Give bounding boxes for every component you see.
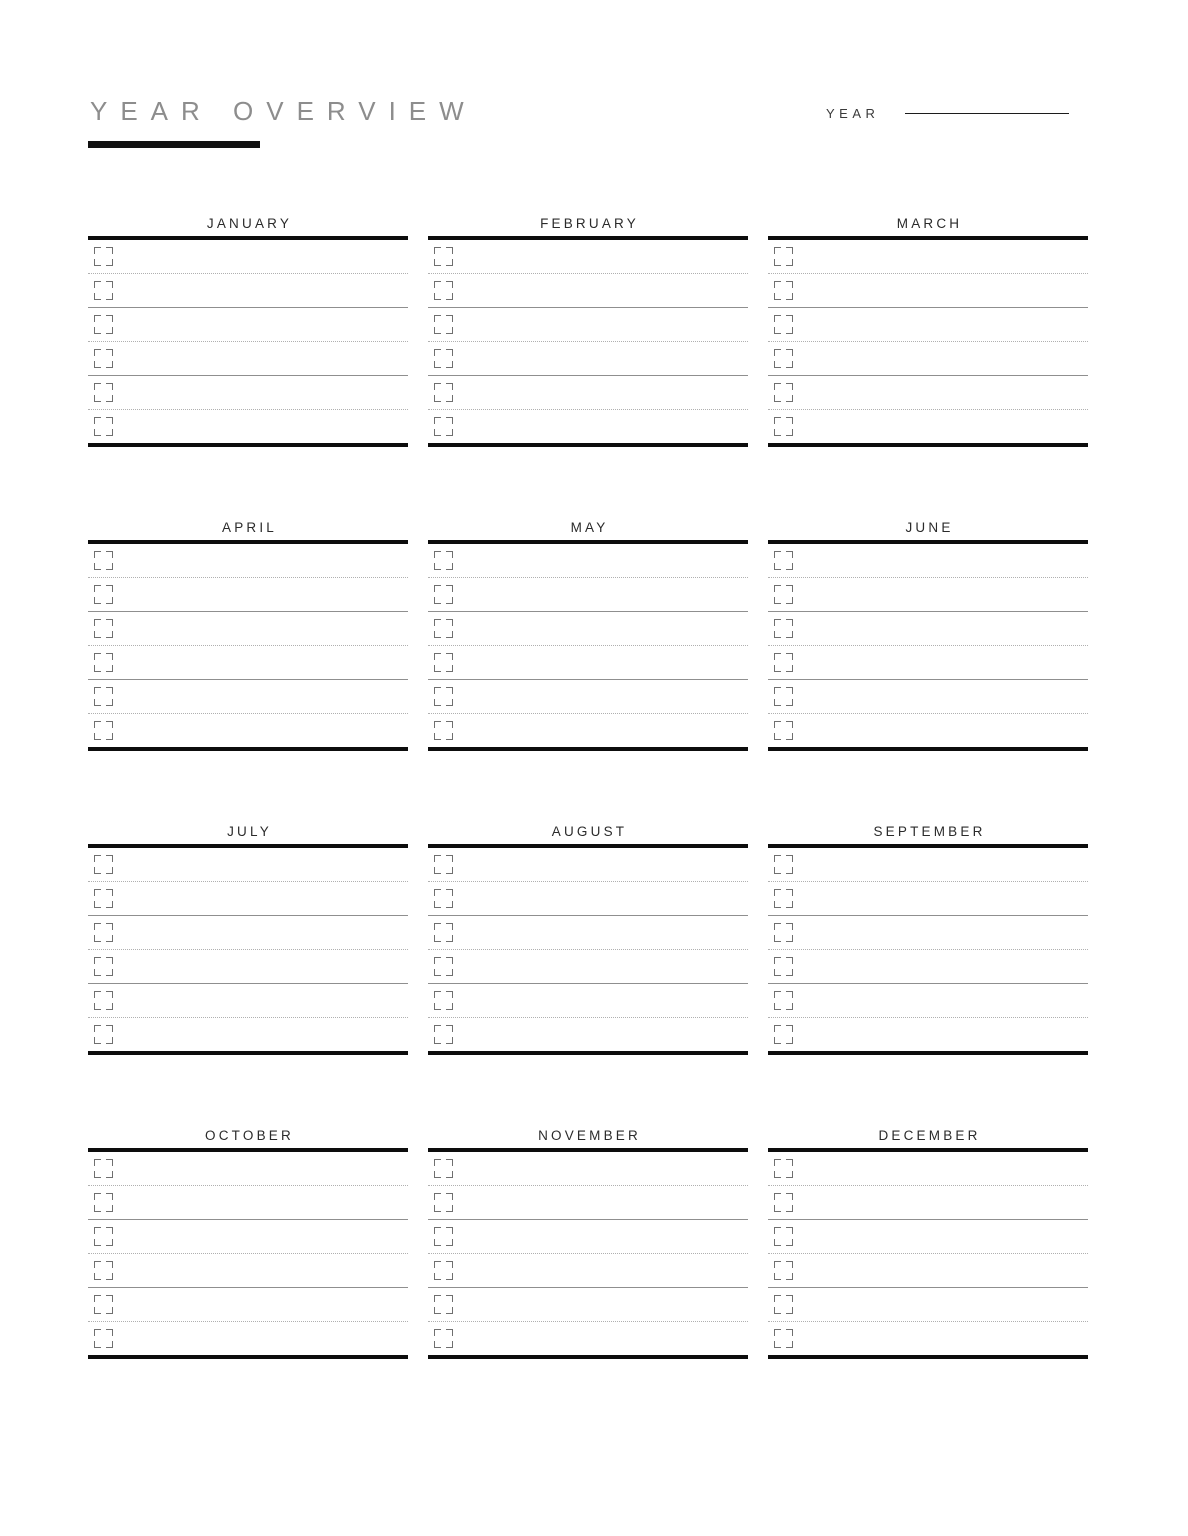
checkbox-icon[interactable] (94, 855, 113, 874)
entry-write-area[interactable] (460, 612, 748, 645)
entry-write-area[interactable] (120, 376, 408, 409)
year-input-line[interactable] (905, 113, 1069, 114)
month-bottom-rule (768, 747, 1088, 751)
month-entry-row (428, 714, 748, 747)
month-entry-row (428, 544, 748, 577)
checkbox-icon[interactable] (774, 889, 793, 908)
month-entry-row (88, 1186, 408, 1219)
checkbox-icon[interactable] (774, 1025, 793, 1044)
checkbox-icon[interactable] (434, 1193, 453, 1212)
entry-write-area[interactable] (460, 1186, 748, 1219)
entry-write-area[interactable] (120, 578, 408, 611)
month-bottom-rule (768, 443, 1088, 447)
month-bottom-rule (428, 747, 748, 751)
month-entry-row (88, 984, 408, 1017)
entry-write-area[interactable] (800, 848, 1088, 881)
month-entry-row (428, 1186, 748, 1219)
month-title: NOVEMBER (538, 1128, 641, 1143)
checkbox-icon[interactable] (434, 1295, 453, 1314)
entry-write-area[interactable] (460, 714, 748, 747)
month-entry-row (88, 342, 408, 375)
month-bottom-rule (768, 1051, 1088, 1055)
month-bottom-rule (428, 1051, 748, 1055)
month-entry-row (428, 1322, 748, 1355)
month-entry-row (768, 308, 1088, 341)
month-block (768, 1124, 1088, 1428)
month-entry-row (768, 578, 1088, 611)
entry-write-area[interactable] (120, 342, 408, 375)
checkbox-icon[interactable] (94, 957, 113, 976)
month-entry-row (768, 1254, 1088, 1287)
month-entry-row (88, 1288, 408, 1321)
month-entry-row (768, 240, 1088, 273)
entry-write-area[interactable] (800, 950, 1088, 983)
entry-write-area[interactable] (120, 544, 408, 577)
entry-write-area[interactable] (120, 680, 408, 713)
month-rows (768, 1152, 1088, 1355)
month-entry-row (428, 1152, 748, 1185)
month-entry-row (428, 376, 748, 409)
checkbox-icon[interactable] (774, 281, 793, 300)
month-entry-row (428, 578, 748, 611)
entry-write-area[interactable] (120, 1220, 408, 1253)
checkbox-icon[interactable] (774, 923, 793, 942)
month-title: MARCH (896, 216, 963, 231)
entry-write-area[interactable] (460, 916, 748, 949)
month-bottom-rule (88, 1355, 408, 1359)
checkbox-icon[interactable] (434, 247, 453, 266)
entry-write-area[interactable] (120, 410, 408, 443)
entry-write-area[interactable] (460, 1254, 748, 1287)
month-block (768, 516, 1088, 820)
entry-write-area[interactable] (460, 848, 748, 881)
month-bottom-rule (88, 747, 408, 751)
month-title: JUNE (905, 520, 954, 535)
checkbox-icon[interactable] (94, 991, 113, 1010)
month-grid (88, 212, 1088, 1428)
entry-write-area[interactable] (460, 1220, 748, 1253)
month-entry-row (88, 848, 408, 881)
month-block (428, 1124, 748, 1428)
month-rows (88, 848, 408, 1051)
entry-write-area[interactable] (120, 1152, 408, 1185)
month-entry-row (428, 882, 748, 915)
checkbox-icon[interactable] (94, 653, 113, 672)
entry-write-area[interactable] (460, 578, 748, 611)
month-entry-row (88, 1018, 408, 1051)
month-title: APRIL (221, 520, 278, 535)
entry-write-area[interactable] (460, 544, 748, 577)
month-entry-row (768, 1288, 1088, 1321)
entry-write-area[interactable] (120, 916, 408, 949)
month-block (88, 212, 408, 516)
month-entry-row (768, 1186, 1088, 1219)
entry-write-area[interactable] (800, 544, 1088, 577)
month-rows (88, 544, 408, 747)
month-entry-row (88, 1152, 408, 1185)
entry-write-area[interactable] (120, 1254, 408, 1287)
month-entry-row (768, 410, 1088, 443)
checkbox-icon[interactable] (94, 1227, 113, 1246)
entry-write-area[interactable] (460, 240, 748, 273)
checkbox-icon[interactable] (434, 687, 453, 706)
month-block (768, 212, 1088, 516)
month-block (88, 820, 408, 1124)
month-title: DECEMBER (878, 1128, 981, 1143)
month-bottom-rule (428, 443, 748, 447)
month-entry-row (768, 848, 1088, 881)
month-entry-row (88, 578, 408, 611)
month-block (88, 516, 408, 820)
checkbox-icon[interactable] (774, 619, 793, 638)
entry-write-area[interactable] (460, 1152, 748, 1185)
entry-write-area[interactable] (460, 646, 748, 679)
entry-write-area[interactable] (800, 1220, 1088, 1253)
entry-write-area[interactable] (120, 714, 408, 747)
checkbox-icon[interactable] (774, 991, 793, 1010)
checkbox-icon[interactable] (94, 1329, 113, 1348)
entry-write-area[interactable] (800, 1018, 1088, 1051)
checkbox-icon[interactable] (434, 383, 453, 402)
entry-write-area[interactable] (800, 882, 1088, 915)
month-rows (768, 240, 1088, 443)
checkbox-icon[interactable] (434, 1261, 453, 1280)
month-entry-row (88, 612, 408, 645)
month-entry-row (88, 1322, 408, 1355)
month-block (428, 212, 748, 516)
month-title: JULY (227, 824, 272, 839)
month-bottom-rule (88, 443, 408, 447)
month-entry-row (88, 916, 408, 949)
entry-write-area[interactable] (800, 1322, 1088, 1355)
entry-write-area[interactable] (120, 950, 408, 983)
checkbox-icon[interactable] (774, 551, 793, 570)
entry-write-area[interactable] (120, 882, 408, 915)
entry-write-area[interactable] (120, 612, 408, 645)
entry-write-area[interactable] (120, 848, 408, 881)
checkbox-icon[interactable] (94, 889, 113, 908)
month-entry-row (428, 950, 748, 983)
entry-write-area[interactable] (460, 274, 748, 307)
month-entry-row (88, 950, 408, 983)
month-entry-row (428, 612, 748, 645)
entry-write-area[interactable] (460, 950, 748, 983)
month-entry-row (768, 1018, 1088, 1051)
month-entry-row (768, 376, 1088, 409)
month-entry-row (768, 714, 1088, 747)
month-entry-row (88, 1220, 408, 1253)
checkbox-icon[interactable] (434, 991, 453, 1010)
entry-write-area[interactable] (460, 1288, 748, 1321)
checkbox-icon[interactable] (434, 551, 453, 570)
entry-write-area[interactable] (800, 578, 1088, 611)
month-rows (88, 240, 408, 443)
checkbox-icon[interactable] (774, 417, 793, 436)
entry-write-area[interactable] (800, 680, 1088, 713)
month-title: FEBRUARY (540, 216, 639, 231)
month-entry-row (88, 410, 408, 443)
entry-write-area[interactable] (460, 984, 748, 1017)
checkbox-icon[interactable] (434, 349, 453, 368)
month-entry-row (428, 410, 748, 443)
month-entry-row (428, 680, 748, 713)
checkbox-icon[interactable] (434, 1159, 453, 1178)
entry-write-area[interactable] (460, 882, 748, 915)
month-entry-row (768, 1220, 1088, 1253)
checkbox-icon[interactable] (94, 247, 113, 266)
title-underline-rule (88, 141, 260, 148)
checkbox-icon[interactable] (94, 1159, 113, 1178)
entry-write-area[interactable] (120, 1018, 408, 1051)
checkbox-icon[interactable] (774, 721, 793, 740)
entry-write-area[interactable] (460, 342, 748, 375)
month-entry-row (768, 950, 1088, 983)
checkbox-icon[interactable] (434, 417, 453, 436)
month-bottom-rule (88, 1051, 408, 1055)
checkbox-icon[interactable] (434, 957, 453, 976)
entry-write-area[interactable] (800, 308, 1088, 341)
month-entry-row (768, 544, 1088, 577)
checkbox-icon[interactable] (434, 653, 453, 672)
entry-write-area[interactable] (800, 714, 1088, 747)
month-title: JANUARY (206, 216, 293, 231)
checkbox-icon[interactable] (774, 1227, 793, 1246)
month-entry-row (428, 646, 748, 679)
page-title: YEAR OVERVIEW (90, 96, 477, 126)
checkbox-icon[interactable] (774, 383, 793, 402)
checkbox-icon[interactable] (434, 889, 453, 908)
month-block (428, 516, 748, 820)
entry-write-area[interactable] (800, 376, 1088, 409)
checkbox-icon[interactable] (774, 1295, 793, 1314)
month-entry-row (428, 1220, 748, 1253)
entry-write-area[interactable] (800, 410, 1088, 443)
checkbox-icon[interactable] (774, 855, 793, 874)
checkbox-icon[interactable] (434, 923, 453, 942)
year-label: YEAR (826, 106, 880, 121)
entry-write-area[interactable] (120, 1288, 408, 1321)
checkbox-icon[interactable] (774, 1261, 793, 1280)
month-entry-row (428, 274, 748, 307)
month-entry-row (428, 1254, 748, 1287)
entry-write-area[interactable] (460, 1018, 748, 1051)
entry-write-area[interactable] (460, 376, 748, 409)
checkbox-icon[interactable] (434, 855, 453, 874)
checkbox-icon[interactable] (94, 687, 113, 706)
month-entry-row (428, 848, 748, 881)
entry-write-area[interactable] (460, 680, 748, 713)
checkbox-icon[interactable] (774, 653, 793, 672)
entry-write-area[interactable] (800, 984, 1088, 1017)
month-block (428, 820, 748, 1124)
checkbox-icon[interactable] (774, 1193, 793, 1212)
entry-write-area[interactable] (120, 646, 408, 679)
month-rows (428, 544, 748, 747)
month-bottom-rule (768, 1355, 1088, 1359)
entry-write-area[interactable] (800, 1254, 1088, 1287)
entry-write-area[interactable] (120, 1186, 408, 1219)
checkbox-icon[interactable] (434, 1227, 453, 1246)
month-entry-row (768, 680, 1088, 713)
entry-write-area[interactable] (120, 1322, 408, 1355)
entry-write-area[interactable] (460, 410, 748, 443)
entry-write-area[interactable] (800, 1288, 1088, 1321)
checkbox-icon[interactable] (94, 1193, 113, 1212)
entry-write-area[interactable] (800, 342, 1088, 375)
month-entry-row (428, 1018, 748, 1051)
month-entry-row (768, 916, 1088, 949)
checkbox-icon[interactable] (434, 585, 453, 604)
month-bottom-rule (428, 1355, 748, 1359)
entry-write-area[interactable] (800, 274, 1088, 307)
month-entry-row (88, 1254, 408, 1287)
month-entry-row (768, 1152, 1088, 1185)
entry-write-area[interactable] (120, 274, 408, 307)
entry-write-area[interactable] (120, 240, 408, 273)
month-entry-row (768, 612, 1088, 645)
month-entry-row (88, 544, 408, 577)
entry-write-area[interactable] (800, 916, 1088, 949)
month-entry-row (88, 308, 408, 341)
year-field-group (826, 106, 1069, 121)
entry-write-area[interactable] (460, 1322, 748, 1355)
entry-write-area[interactable] (120, 308, 408, 341)
checkbox-icon[interactable] (94, 721, 113, 740)
month-entry-row (768, 342, 1088, 375)
checkbox-icon[interactable] (434, 1025, 453, 1044)
entry-write-area[interactable] (120, 984, 408, 1017)
entry-write-area[interactable] (800, 1186, 1088, 1219)
checkbox-icon[interactable] (94, 585, 113, 604)
month-entry-row (428, 916, 748, 949)
entry-write-area[interactable] (800, 1152, 1088, 1185)
checkbox-icon[interactable] (94, 619, 113, 638)
month-title: AUGUST (551, 824, 628, 839)
entry-write-area[interactable] (800, 612, 1088, 645)
entry-write-area[interactable] (800, 240, 1088, 273)
checkbox-icon[interactable] (94, 315, 113, 334)
checkbox-icon[interactable] (94, 923, 113, 942)
checkbox-icon[interactable] (774, 957, 793, 976)
checkbox-icon[interactable] (774, 247, 793, 266)
month-title: MAY (570, 520, 609, 535)
checkbox-icon[interactable] (434, 721, 453, 740)
checkbox-icon[interactable] (94, 551, 113, 570)
month-entry-row (768, 1322, 1088, 1355)
checkbox-icon[interactable] (774, 1159, 793, 1178)
checkbox-icon[interactable] (774, 315, 793, 334)
month-entry-row (88, 646, 408, 679)
checkbox-icon[interactable] (94, 349, 113, 368)
checkbox-icon[interactable] (434, 1329, 453, 1348)
checkbox-icon[interactable] (774, 1329, 793, 1348)
checkbox-icon[interactable] (774, 585, 793, 604)
month-rows (88, 1152, 408, 1355)
month-entry-row (88, 882, 408, 915)
month-title: OCTOBER (205, 1128, 294, 1143)
month-rows (428, 240, 748, 443)
entry-write-area[interactable] (800, 646, 1088, 679)
title-block (88, 96, 477, 148)
month-entry-row (768, 646, 1088, 679)
month-entry-row (88, 274, 408, 307)
entry-write-area[interactable] (460, 308, 748, 341)
checkbox-icon[interactable] (94, 417, 113, 436)
month-entry-row (428, 984, 748, 1017)
month-rows (768, 544, 1088, 747)
month-entry-row (428, 1288, 748, 1321)
month-entry-row (88, 240, 408, 273)
month-entry-row (428, 342, 748, 375)
month-entry-row (428, 240, 748, 273)
checkbox-icon[interactable] (94, 383, 113, 402)
month-block (88, 1124, 408, 1428)
month-block (768, 820, 1088, 1124)
month-entry-row (88, 680, 408, 713)
month-entry-row (88, 714, 408, 747)
page-header (88, 96, 1088, 166)
checkbox-icon[interactable] (774, 687, 793, 706)
checkbox-icon[interactable] (434, 281, 453, 300)
checkbox-icon[interactable] (434, 315, 453, 334)
month-entry-row (768, 882, 1088, 915)
month-rows (768, 848, 1088, 1051)
checkbox-icon[interactable] (94, 1295, 113, 1314)
checkbox-icon[interactable] (774, 349, 793, 368)
month-rows (428, 1152, 748, 1355)
checkbox-icon[interactable] (94, 281, 113, 300)
month-title: SEPTEMBER (873, 824, 986, 839)
month-entry-row (428, 308, 748, 341)
month-entry-row (768, 984, 1088, 1017)
checkbox-icon[interactable] (434, 619, 453, 638)
checkbox-icon[interactable] (94, 1261, 113, 1280)
month-entry-row (768, 274, 1088, 307)
checkbox-icon[interactable] (94, 1025, 113, 1044)
month-rows (428, 848, 748, 1051)
month-entry-row (88, 376, 408, 409)
